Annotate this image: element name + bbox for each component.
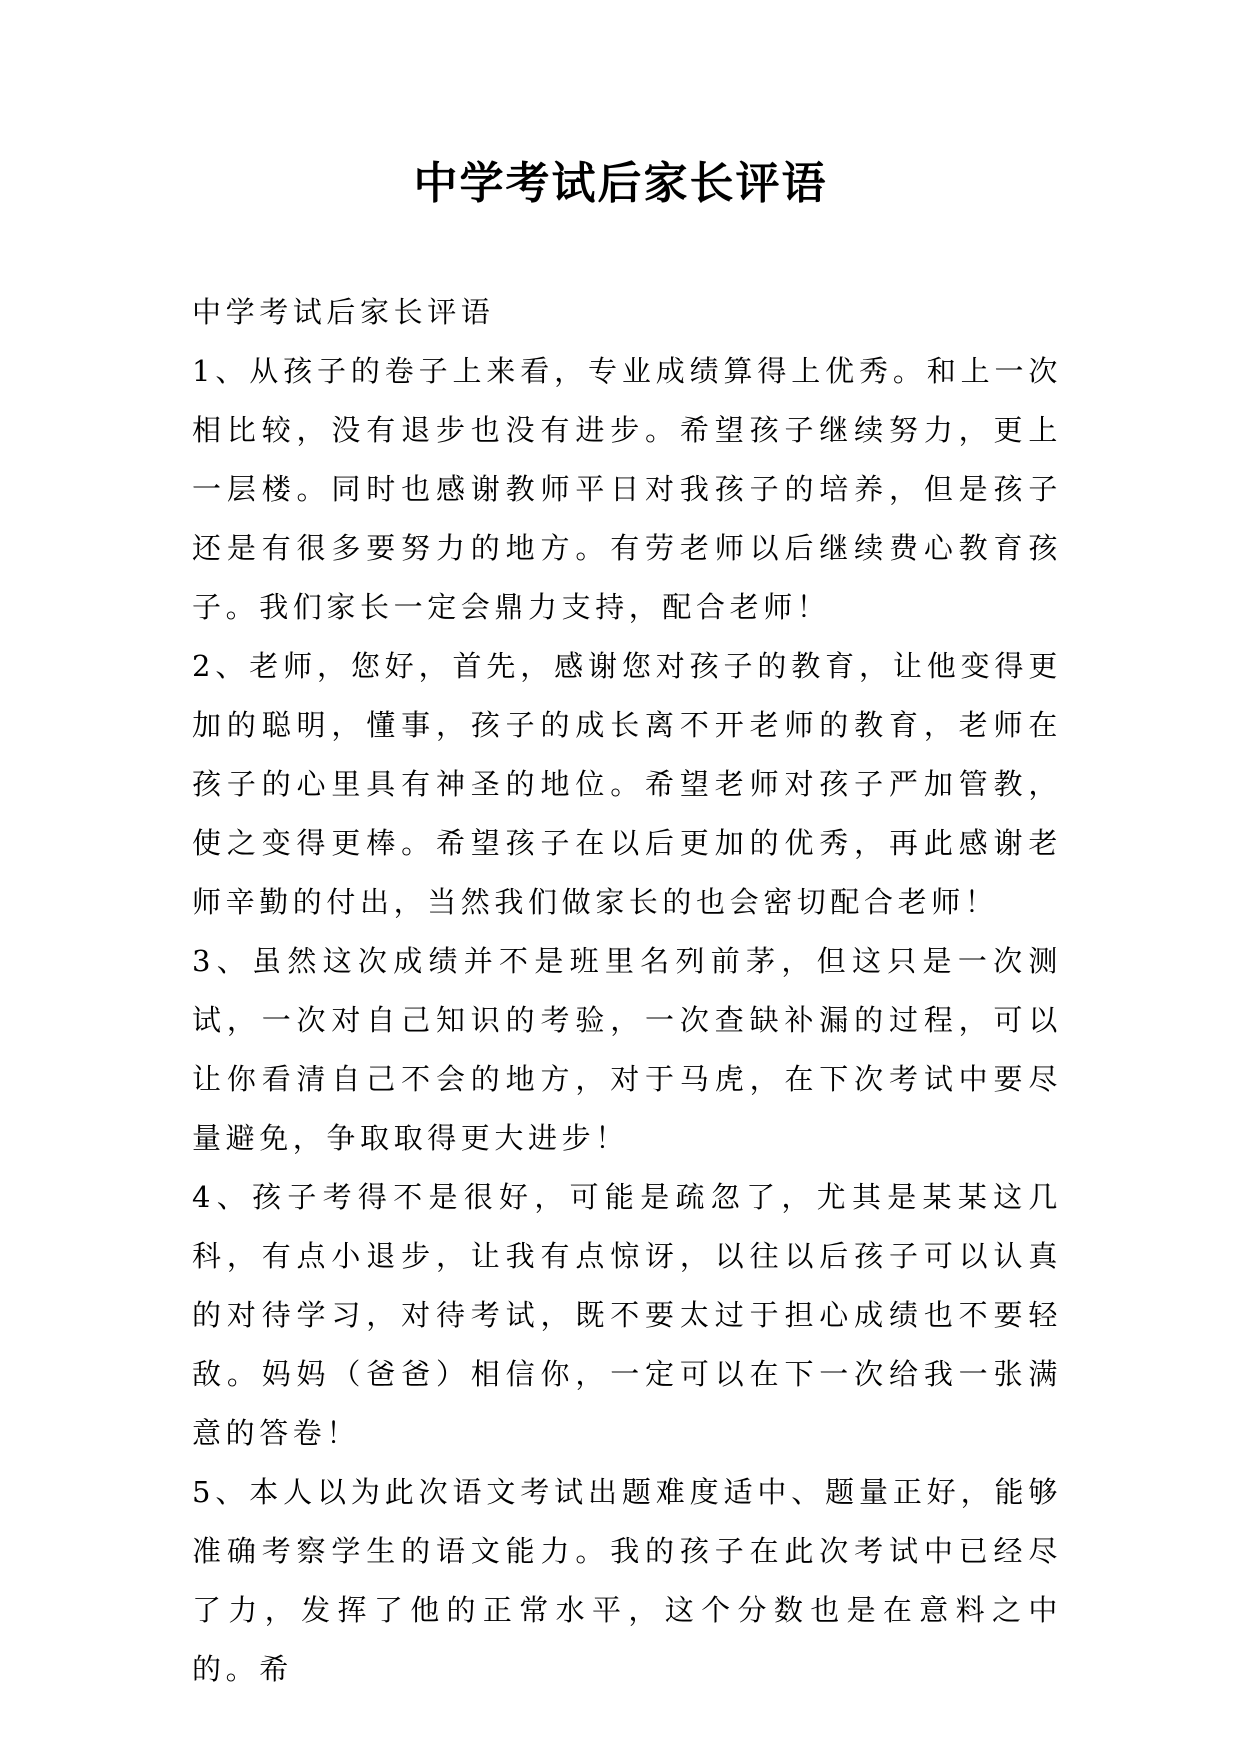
paragraph-3: 3、虽然这次成绩并不是班里名列前茅，但这只是一次测试，一次对自己知识的考验，一次查缺补漏的过程，可以让你看清自己不会的地方，对于马虎，在下次考试中要尽量避免，争取取得更大进步！	[192, 944, 1062, 1155]
document-title: 中学考试后家长评语	[413, 158, 828, 209]
paragraph-4: 4、孩子考得不是很好，可能是疏忽了，尤其是某某这几科，有点小退步，让我有点惊讶，以往以后孩子可以认真的对待学习，对待考试，既不要太过于担心成绩也不要轻敌。妈妈（爸爸）相信你，一定可以在下一次给我一张满意的答卷！	[192, 1180, 1062, 1450]
paragraph-5: 5、本人以为此次语文考试出题难度适中、题量正好，能够准确考察学生的语文能力。我的孩子在此次考试中已经尽了力，发挥了他的正常水平，这个分数也是在意料之中的。希	[192, 1475, 1062, 1686]
paragraph-2: 2、老师，您好，首先，感谢您对孩子的教育，让他变得更加的聪明，懂事，孩子的成长离不开老师的教育，老师在孩子的心里具有神圣的地位。希望老师对孩子严加管教，使之变得更棒。希望孩子在以后更加的优秀，再此感谢老师辛勤的付出，当然我们做家长的也会密切配合老师！	[192, 649, 1062, 919]
document-subtitle: 中学考试后家长评语	[192, 295, 495, 329]
paragraph-1: 1、从孩子的卷子上来看，专业成绩算得上优秀。和上一次相比较，没有退步也没有进步。希望孩子继续努力，更上一层楼。同时也感谢教师平日对我孩子的培养，但是孩子还是有很多要努力的地方。有劳老师以后继续费心教育孩子。我们家长一定会鼎力支持，配合老师！	[192, 354, 1062, 624]
document-body	[192, 283, 1062, 1699]
